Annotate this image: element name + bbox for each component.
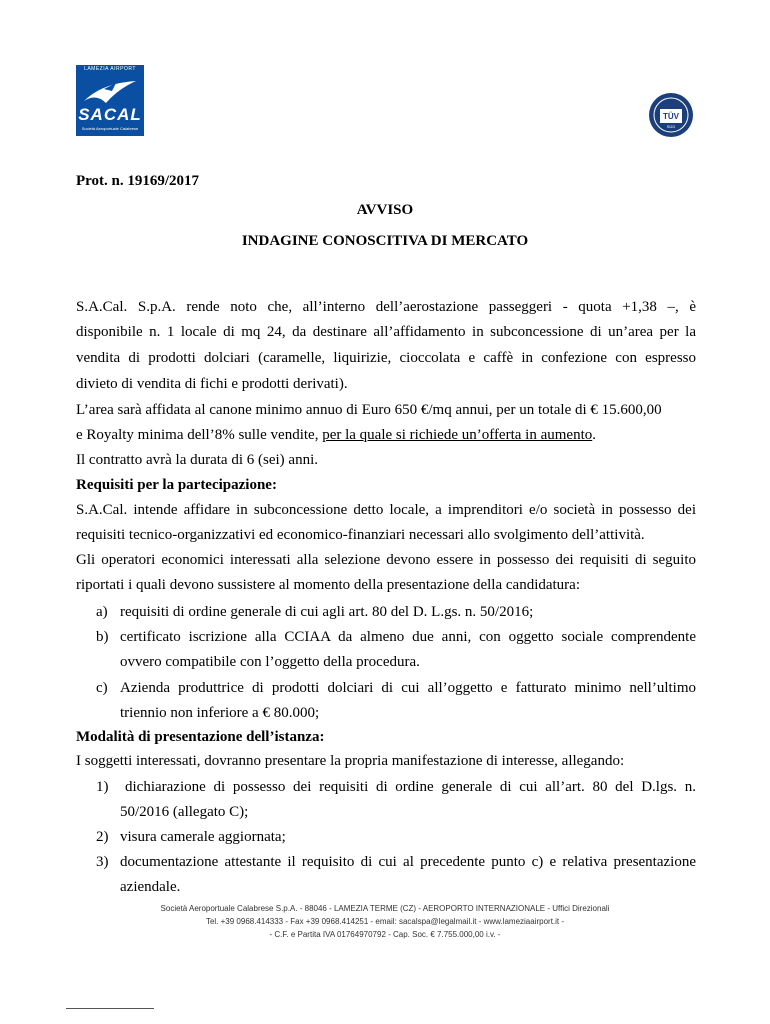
logo-wordmark: SACAL xyxy=(78,105,142,124)
requisiti-line: requisiti tecnico-organizzativi ed economico-finanziari necessari allo svolgimento dell’attività. xyxy=(76,527,645,543)
canone-text: e Royalty minima dell’8% sulle vendite, xyxy=(76,427,323,443)
modalita-heading: Modalità di presentazione dell’istanza: xyxy=(76,729,325,745)
intro-line: disponibile n. 1 locale di mq 24, da destinare all’affidamento in subconcessione di un’area per la xyxy=(76,324,696,340)
footer-line: Società Aeroportuale Calabrese S.p.A. - 88046 - LAMEZIA TERME (CZ) - AEROPORTO INTERNAZIONALE - Uffici Direzionali xyxy=(160,904,610,913)
list-item-text: triennio non inferiore a € 80.000; xyxy=(120,705,320,721)
intro-line: divieto di vendita di fichi e prodotti derivati). xyxy=(76,376,348,392)
protocol-number: Prot. n. 19169/2017 xyxy=(76,173,200,189)
list-marker: 2) xyxy=(96,829,109,845)
requisiti-heading: Requisiti per la partecipazione: xyxy=(76,477,277,493)
tuv-certification-icon xyxy=(648,92,694,138)
intro-line: vendita di prodotti dolciari (caramelle, liquirizie, cioccolata e caffè in confezione con espresso xyxy=(76,350,696,366)
sacal-logo xyxy=(76,65,144,136)
list-item-text: dichiarazione di possesso dei requisiti di ordine generale di cui all’art. 80 del D.lgs. n. xyxy=(125,779,696,795)
list-item-text: certificato iscrizione alla CCIAA da almeno due anni, con oggetto sociale comprendente xyxy=(120,629,696,645)
list-item-text: 50/2016 (allegato C); xyxy=(120,804,249,820)
logo-airport-label: LAMEZIA AIRPORT xyxy=(76,65,144,74)
svg-text:TÜV: TÜV xyxy=(663,112,679,121)
list-item-text: Azienda produttrice di prodotti dolciari di cui all’oggetto e fatturato minimo nell’ultimo xyxy=(120,680,696,696)
list-marker: a) xyxy=(96,604,108,620)
canone-line: L’area sarà affidata al canone minimo annuo di Euro 650 €/mq annui, per un totale di € 15.600,00 xyxy=(76,402,662,418)
intro-line: S.A.Cal. S.p.A. rende noto che, all’interno dell’aerostazione passeggeri - quota +1,38 –, è xyxy=(76,299,696,315)
document-subtitle: INDAGINE CONOSCITIVA DI MERCATO xyxy=(241,233,529,249)
list-marker: c) xyxy=(96,680,108,696)
footnote-divider xyxy=(66,1008,154,1009)
footer-line: Tel. +39 0968.414333 - Fax +39 0968.414251 - email: sacalspa@legalmail.it - www.lameziaairport.it - xyxy=(205,917,565,926)
canone-underlined-text: per la quale si richiede un’offerta in aumento xyxy=(322,427,593,443)
modalita-intro: I soggetti interessati, dovranno presentare la propria manifestazione di interesse, allegando: xyxy=(76,753,625,769)
svg-text:SÜD: SÜD xyxy=(666,124,676,129)
document-title: AVVISO xyxy=(356,202,414,218)
requisiti-line: S.A.Cal. intende affidare in subconcessione detto locale, a imprenditori e/o società in possesso dei xyxy=(76,502,696,518)
canone-text-end: . xyxy=(592,427,596,443)
airplane-icon xyxy=(82,79,138,105)
requisiti-line: Gli operatori economici interessati alla selezione devono essere in possesso dei requisiti di seguito xyxy=(76,552,696,568)
list-marker: b) xyxy=(96,629,109,645)
list-item-text: requisiti di ordine generale di cui agli art. 80 del D. L.gs. n. 50/2016; xyxy=(120,604,534,620)
list-item-text: ovvero compatibile con l’oggetto della procedura. xyxy=(120,654,420,670)
logo-subtitle: Società Aeroportuale Calabrese xyxy=(81,126,139,131)
canone-line xyxy=(76,426,596,444)
list-marker: 1) xyxy=(96,779,109,795)
requisiti-line: riportati i quali devono sussistere al momento della presentazione della candidatura: xyxy=(76,577,581,593)
list-item-text: visura camerale aggiornata; xyxy=(120,829,286,845)
list-item-text: documentazione attestante il requisito di cui al precedente punto c) e relativa presentazione xyxy=(120,854,696,870)
durata-line: Il contratto avrà la durata di 6 (sei) anni. xyxy=(76,452,318,468)
footer-line: - C.F. e Partita IVA 01764970792 - Cap. Soc. € 7.755.000,00 i.v. - xyxy=(269,930,501,939)
list-item-text: aziendale. xyxy=(120,879,181,895)
list-marker: 3) xyxy=(96,854,109,870)
